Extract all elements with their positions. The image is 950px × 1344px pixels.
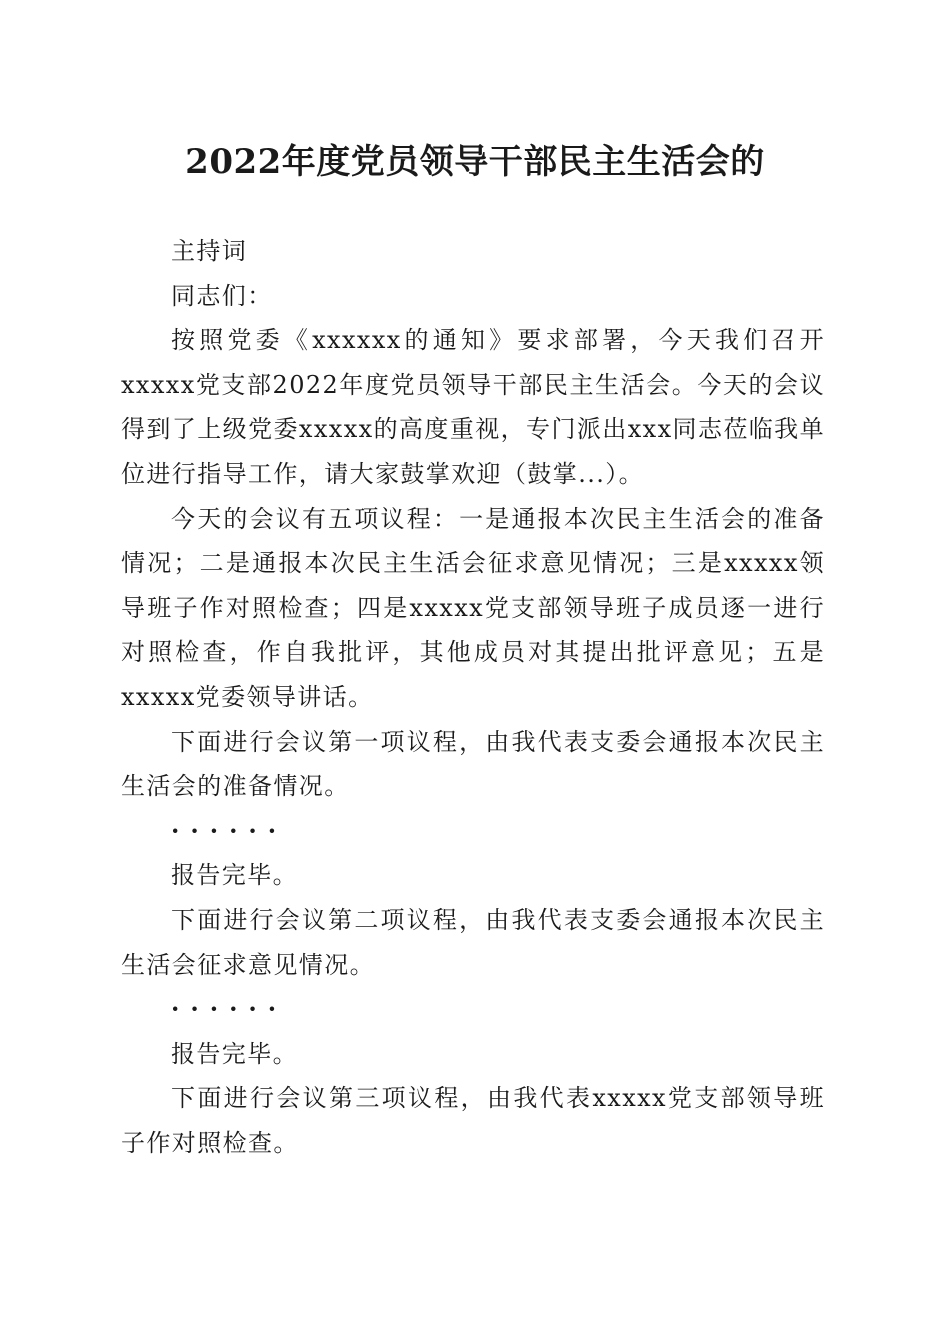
document-body — [121, 229, 825, 1165]
paragraph-heading: 主持词 — [171, 237, 248, 265]
paragraph-agenda: 今天的会议有五项议程：一是通报本次民主生活会的准备情况；二是通报本次民主生活会征求意见情况；三是xxxxx领导班子作对照检查；四是xxxxx党支部领导班子成员逐一进行对照检查，作自我批评，其他成员对其提出批评意见；五是xxxxx党委领导讲话。 — [121, 504, 825, 711]
paragraph-item-two: 下面进行会议第二项议程，由我代表支委会通报本次民主生活会征求意见情况。 — [121, 905, 825, 979]
paragraph-opening: 按照党委《xxxxxx的通知》要求部署，今天我们召开xxxxx党支部2022年度党员领导干部民主生活会。今天的会议得到了上级党委xxxxx的高度重视，专门派出xxx同志莅临我单位进行指导工作，请大家鼓掌欢迎（鼓掌...）。 — [121, 326, 825, 488]
paragraph-report-complete: 报告完毕。 — [171, 861, 298, 890]
document-title: 2022年度党员领导干部民主生活会的 — [185, 142, 765, 182]
paragraph-salutation: 同志们： — [171, 281, 273, 310]
ellipsis-separator: ······ — [171, 994, 288, 1024]
paragraph-report-complete: 报告完毕。 — [171, 1039, 298, 1068]
paragraph-item-one: 下面进行会议第一项议程，由我代表支委会通报本次民主生活会的准备情况。 — [121, 727, 825, 801]
ellipsis-separator: ······ — [171, 815, 288, 845]
paragraph-item-three: 下面进行会议第三项议程，由我代表xxxxx党支部领导班子作对照检查。 — [121, 1084, 825, 1157]
